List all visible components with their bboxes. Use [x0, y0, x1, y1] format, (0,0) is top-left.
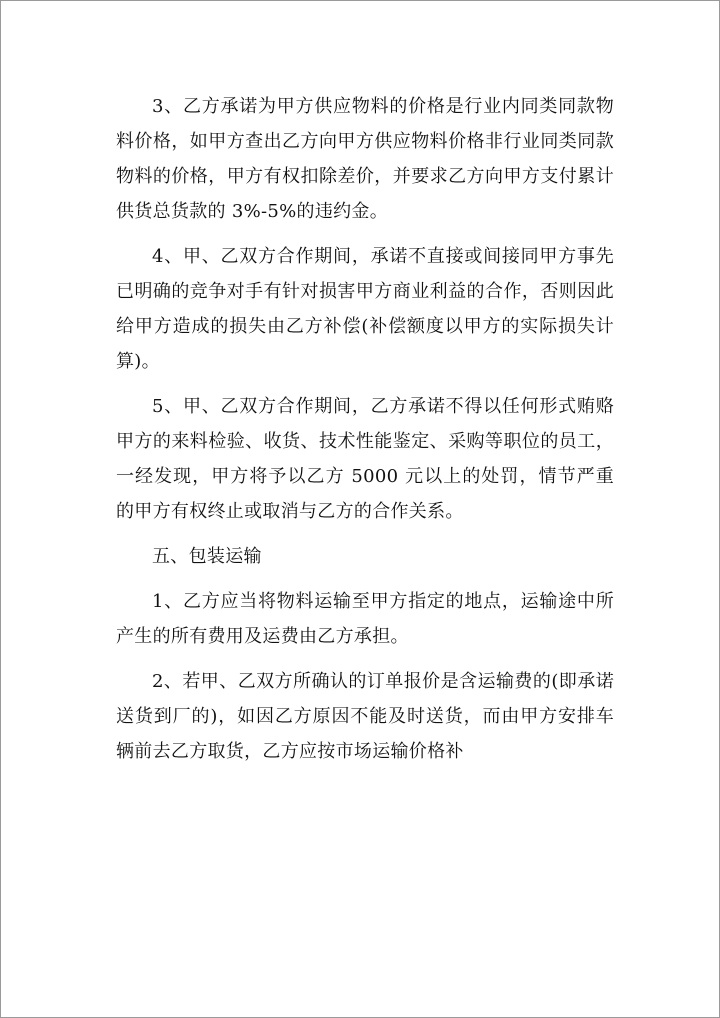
document-body	[116, 89, 614, 779]
clause-4-competitor-cooperation: 4、甲、乙双方合作期间，承诺不直接或间接同甲方事先已明确的竞争对手有针对损害甲方商业利益的合作，否则因此给甲方造成的损失由乙方补偿(补偿额度以甲方的实际损失计算)。	[116, 246, 614, 372]
section-heading-packaging-transport: 五、包装运输	[152, 546, 262, 567]
clause-3-price-commitment: 3、乙方承诺为甲方供应物料的价格是行业内同类同款物料价格，如甲方查出乙方向甲方供应物料价格非行业同类同款物料的价格，甲方有权扣除差价，并要求乙方向甲方支付累计供货总货款的 3%-5%的违约金。	[116, 96, 614, 222]
clause-2-delivery-pickup: 2、若甲、乙双方所确认的订单报价是含运输费的(即承诺送货到厂的)，如因乙方原因不能及时送货，而由甲方安排车辆前去乙方取货，乙方应按市场运输价格补	[116, 671, 614, 762]
clause-5-anti-bribery: 5、甲、乙双方合作期间，乙方承诺不得以任何形式贿赂甲方的来料检验、收货、技术性能鉴定、采购等职位的员工，一经发现，甲方将予以乙方 5000 元以上的处罚，情节严重的甲方有权终止或取消与乙方的合作关系。	[116, 396, 614, 522]
clause-1-transport-costs: 1、乙方应当将物料运输至甲方指定的地点，运输途中所产生的所有费用及运费由乙方承担。	[116, 591, 614, 647]
